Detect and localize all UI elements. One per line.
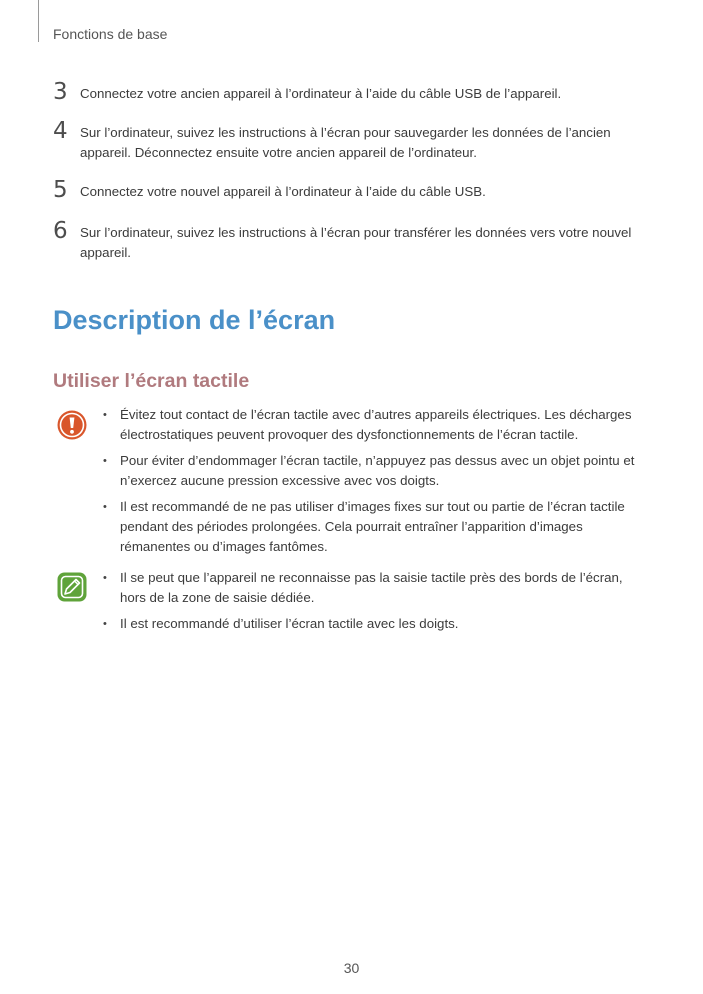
list-item: • Il est recommandé de ne pas utiliser d’images fixes sur tout ou partie de l’écran tactile pendant des périodes prolongées. Cela pourrait entraîner l’apparition d’images rémanentes ou d’images fantômes. [103,499,625,554]
bullet-icon: • [103,455,107,467]
list-item: • Évitez tout contact de l’écran tactile avec d’autres appareils électriques. Les décharges électrostatiques peuvent provoquer des dysfonctionnements de l’écran tactile. [103,407,632,442]
step-number: 6 [53,218,68,244]
step-4 [53,118,653,163]
step-number: 4 [53,118,68,144]
bullet-icon: • [103,501,107,513]
warning-icon [56,409,88,441]
step-number: 5 [53,177,68,203]
bullet-icon: • [103,618,107,630]
step-number: 3 [53,79,68,105]
step-3 [53,79,653,105]
bullet-icon: • [103,409,107,421]
section-title: Description de l’écran [53,305,336,335]
note-list [103,568,648,640]
list-item: • Il est recommandé d’utiliser l’écran tactile avec les doigts. [103,614,648,634]
step-text: Sur l’ordinateur, suivez les instructions à l’écran pour transférer les données vers votre nouvel appareil. [80,225,632,260]
step-text: Connectez votre nouvel appareil à l’ordinateur à l’aide du câble USB. [80,184,486,199]
bullet-icon: • [103,572,107,584]
warning-list [103,405,648,563]
step-text: Sur l’ordinateur, suivez les instructions à l’écran pour sauvegarder les données de l’ancien appareil. Déconnectez ensuite votre ancien appareil de l’ordinateur. [80,125,611,160]
note-icon [56,571,88,603]
step-5 [53,177,653,203]
step-text: Connectez votre ancien appareil à l’ordinateur à l’aide du câble USB de l’appareil. [80,86,562,101]
list-item: • Il se peut que l’appareil ne reconnaisse pas la saisie tactile près des bords de l’écran, hors de la zone de saisie dédiée. [103,570,623,605]
margin-rule [38,0,39,42]
subsection-title: Utiliser l’écran tactile [53,370,250,392]
page-number: 30 [343,960,360,976]
list-item: • Pour éviter d’endommager l’écran tactile, n’appuyez pas dessus avec un objet pointu et n’exercez aucune pression excessive avec vos doigts. [103,453,635,488]
step-6 [53,218,653,263]
section-header: Fonctions de base [53,26,168,42]
